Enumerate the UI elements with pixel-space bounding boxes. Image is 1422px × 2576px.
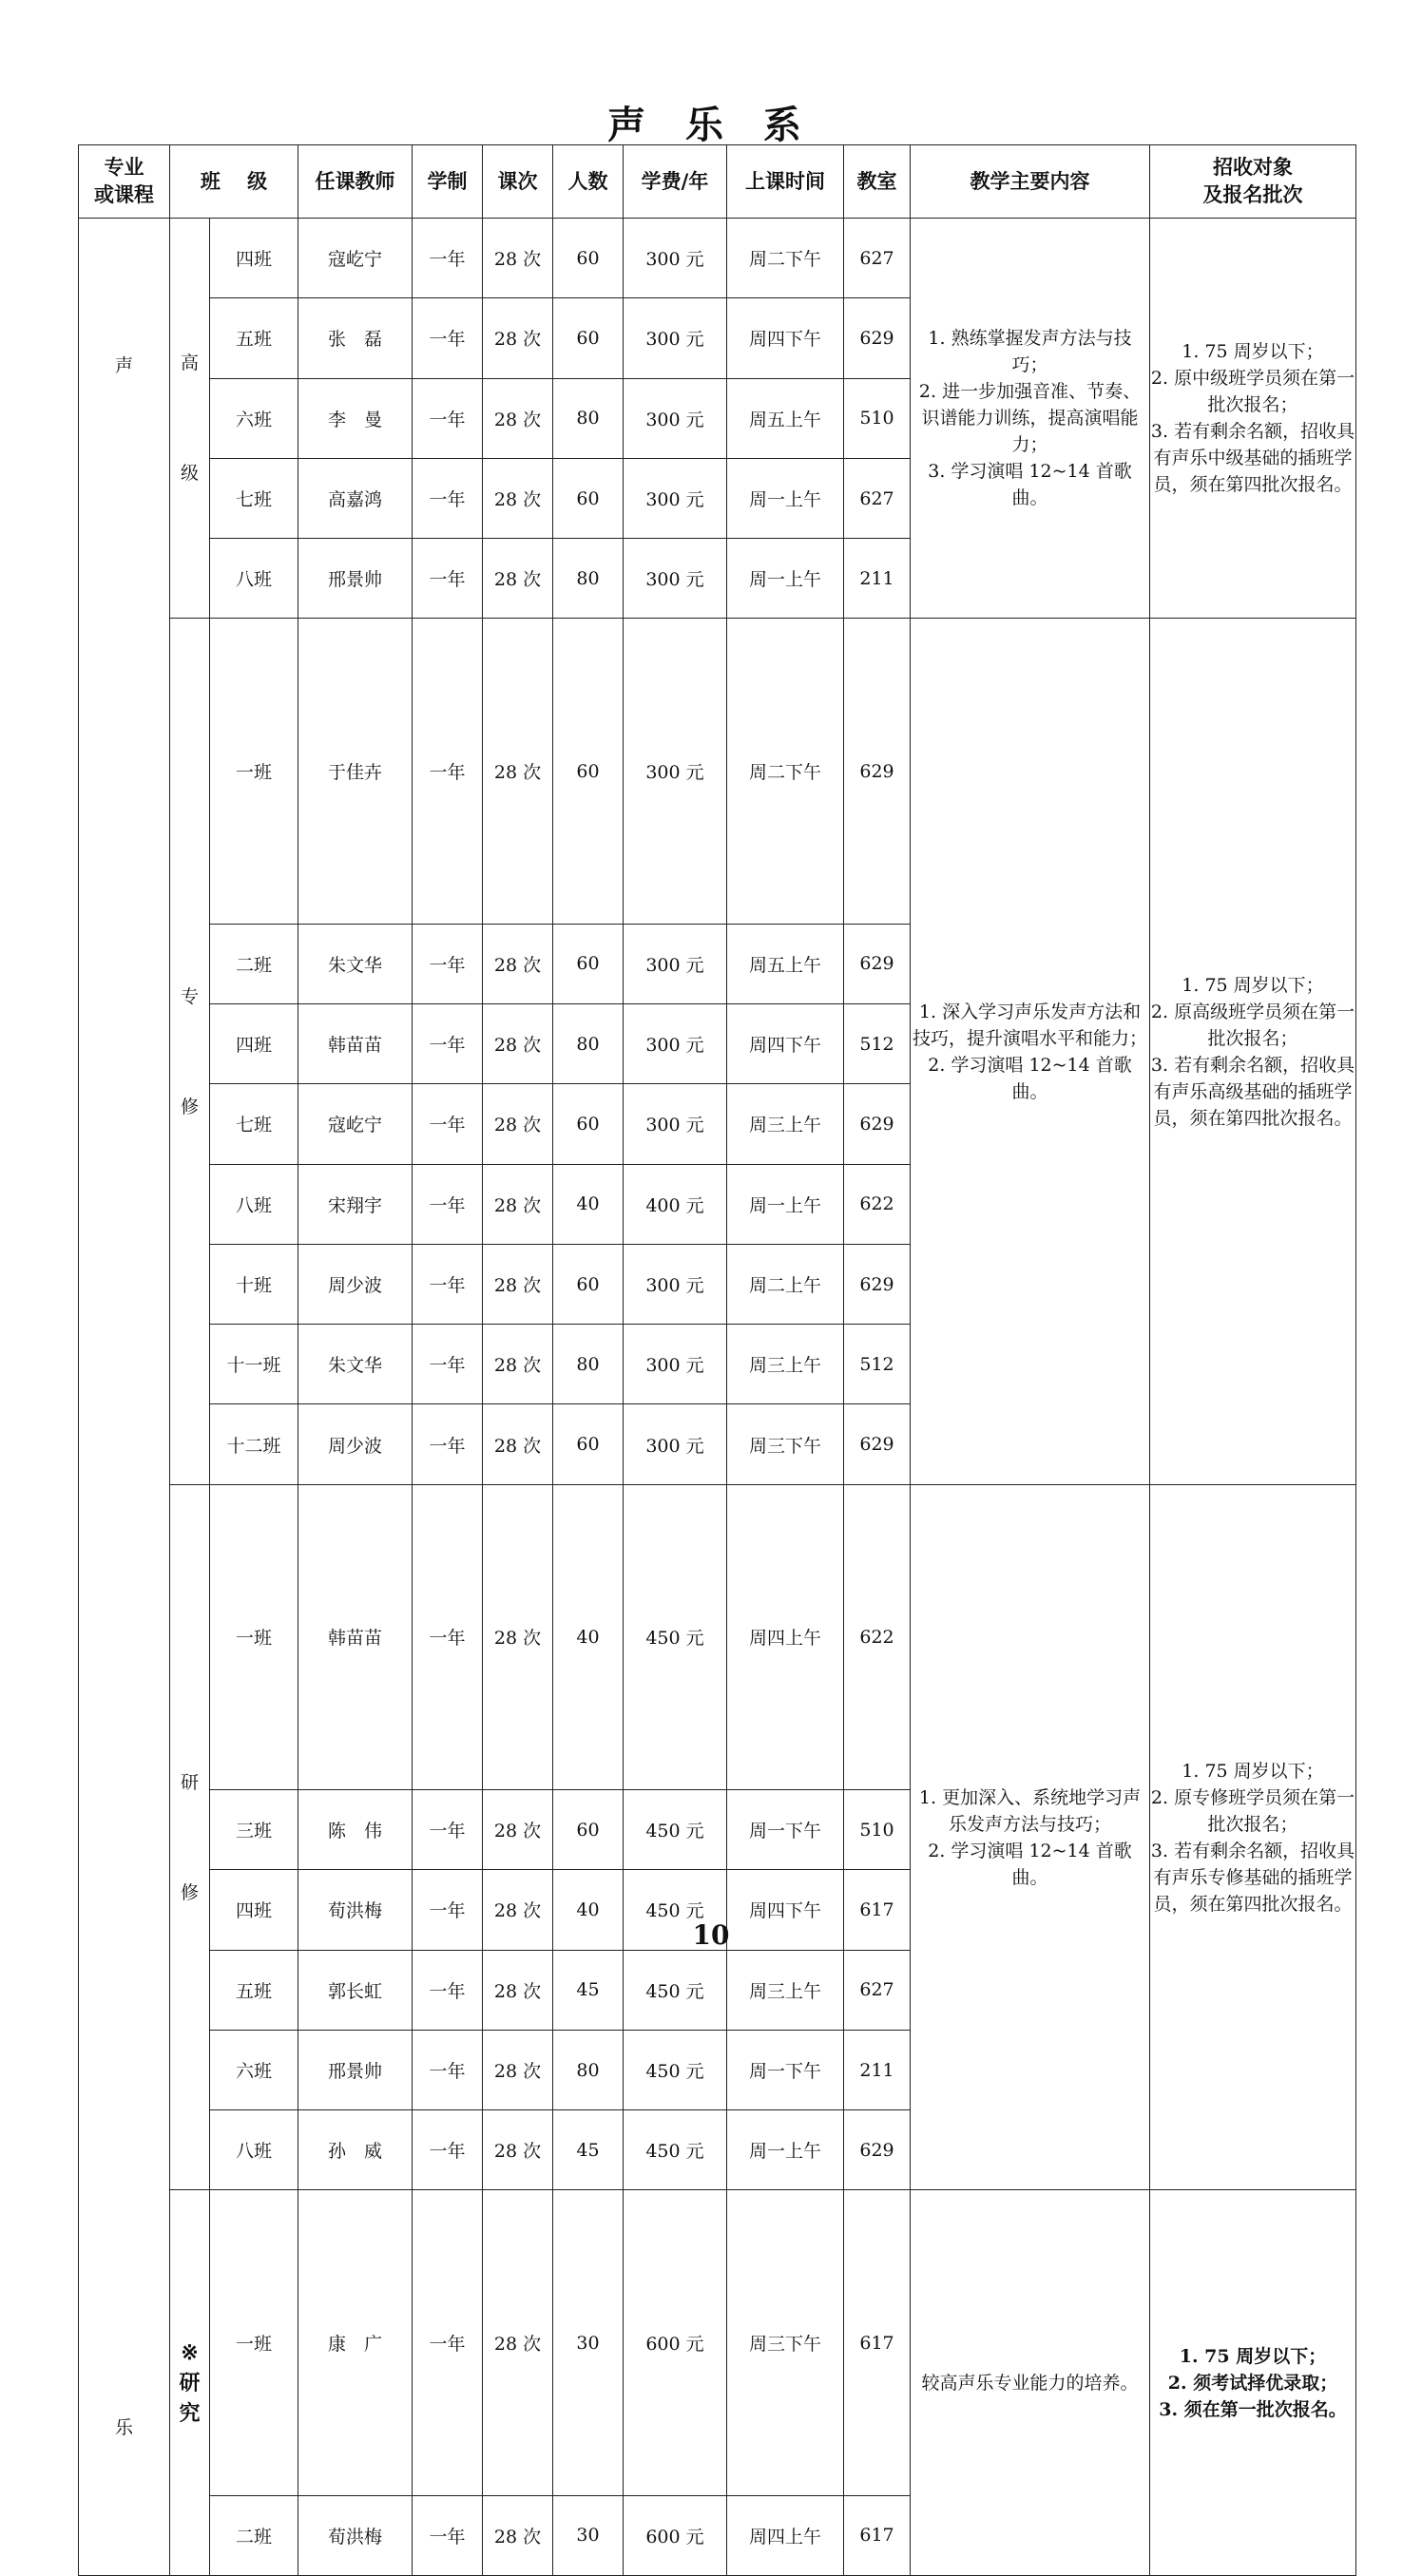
header-time: 上课时间 [727, 145, 844, 219]
room-cell: 211 [844, 539, 911, 619]
room-cell: 617 [844, 2495, 911, 2575]
sessions-cell: 28 次 [483, 1950, 553, 2030]
header-sessions: 课次 [483, 145, 553, 219]
major-cell: 声 乐 [79, 219, 170, 2576]
capacity-cell: 60 [553, 1790, 624, 1870]
capacity-cell: 60 [553, 619, 624, 924]
capacity-cell: 60 [553, 1084, 624, 1164]
time-cell: 周一上午 [727, 539, 844, 619]
time-cell: 周三上午 [727, 1325, 844, 1404]
teacher-cell: 寇屹宁 [298, 1084, 413, 1164]
target-line: 1. 75 周岁以下； [1182, 1760, 1324, 1782]
duration-cell: 一年 [413, 539, 483, 619]
fee-cell: 300 元 [624, 1244, 727, 1324]
class-cell: 十二班 [210, 1404, 298, 1484]
room-cell: 629 [844, 924, 911, 1003]
fee-cell: 450 元 [624, 2110, 727, 2190]
sessions-cell: 28 次 [483, 458, 553, 538]
table-body [79, 219, 1356, 2576]
target-line: 1. 75 周岁以下； [1182, 341, 1324, 363]
duration-cell: 一年 [413, 378, 483, 458]
room-cell: 512 [844, 1325, 911, 1404]
target-cell [1150, 219, 1356, 619]
fee-cell: 450 元 [624, 1484, 727, 1789]
capacity-cell: 45 [553, 2110, 624, 2190]
duration-cell: 一年 [413, 298, 483, 378]
header-fee: 学费/年 [624, 145, 727, 219]
duration-cell: 一年 [413, 1004, 483, 1084]
time-cell: 周三下午 [727, 1404, 844, 1484]
sessions-cell: 28 次 [483, 1084, 553, 1164]
target-line: 3. 若有剩余名额，招收具有声乐专修基础的插班学员，须在第四批次报名。 [1150, 1840, 1355, 1915]
teacher-cell: 陈 伟 [298, 1790, 413, 1870]
sessions-cell: 28 次 [483, 378, 553, 458]
class-cell: 四班 [210, 1870, 298, 1950]
header-duration: 学制 [413, 145, 483, 219]
teacher-cell: 于佳卉 [298, 619, 413, 924]
room-cell: 617 [844, 2190, 911, 2495]
room-cell: 622 [844, 1164, 911, 1244]
class-cell: 十一班 [210, 1325, 298, 1404]
duration-cell: 一年 [413, 1484, 483, 1789]
sessions-cell: 28 次 [483, 924, 553, 1003]
class-cell: 七班 [210, 1084, 298, 1164]
fee-cell: 450 元 [624, 1870, 727, 1950]
fee-cell: 400 元 [624, 1164, 727, 1244]
sessions-cell: 28 次 [483, 219, 553, 298]
capacity-cell: 60 [553, 458, 624, 538]
target-line: 3. 若有剩余名额，招收具有声乐中级基础的插班学员，须在第四批次报名。 [1150, 421, 1355, 496]
fee-cell: 600 元 [624, 2190, 727, 2495]
room-cell: 629 [844, 1244, 911, 1324]
fee-cell: 450 元 [624, 1790, 727, 1870]
header-target: 招收对象 及报名批次 [1150, 145, 1356, 219]
duration-cell: 一年 [413, 219, 483, 298]
duration-cell: 一年 [413, 458, 483, 538]
duration-cell: 一年 [413, 1404, 483, 1484]
content-cell: 1. 深入学习声乐发声方法和技巧，提升演唱水平和能力； 2. 学习演唱 12~14 首歌曲。 [911, 619, 1150, 1484]
class-cell: 八班 [210, 539, 298, 619]
teacher-cell: 邢景帅 [298, 2030, 413, 2109]
time-cell: 周四下午 [727, 1870, 844, 1950]
room-cell: 627 [844, 1950, 911, 2030]
class-cell: 一班 [210, 2190, 298, 2495]
class-cell: 四班 [210, 219, 298, 298]
time-cell: 周四上午 [727, 2495, 844, 2575]
teacher-cell: 周少波 [298, 1404, 413, 1484]
sessions-cell: 28 次 [483, 2495, 553, 2575]
time-cell: 周四上午 [727, 1484, 844, 1789]
duration-cell: 一年 [413, 2495, 483, 2575]
duration-cell: 一年 [413, 619, 483, 924]
capacity-cell: 80 [553, 539, 624, 619]
page-title: 声 乐 系 [607, 103, 815, 147]
class-cell: 五班 [210, 298, 298, 378]
sessions-cell: 28 次 [483, 1790, 553, 1870]
room-cell: 629 [844, 1404, 911, 1484]
fee-cell: 600 元 [624, 2495, 727, 2575]
teacher-cell: 邢景帅 [298, 539, 413, 619]
fee-cell: 300 元 [624, 219, 727, 298]
time-cell: 周一下午 [727, 2030, 844, 2109]
capacity-cell: 30 [553, 2495, 624, 2575]
class-cell: 八班 [210, 2110, 298, 2190]
sessions-cell: 28 次 [483, 1325, 553, 1404]
room-cell: 211 [844, 2030, 911, 2109]
class-cell: 五班 [210, 1950, 298, 2030]
duration-cell: 一年 [413, 1950, 483, 2030]
table-row [79, 2190, 1356, 2495]
fee-cell: 300 元 [624, 298, 727, 378]
room-cell: 629 [844, 298, 911, 378]
duration-cell: 一年 [413, 1084, 483, 1164]
header-class: 班 级 [170, 145, 298, 219]
target-line: 3. 若有剩余名额，招收具有声乐高级基础的插班学员，须在第四批次报名。 [1150, 1054, 1355, 1129]
room-cell: 617 [844, 1870, 911, 1950]
fee-cell: 300 元 [624, 458, 727, 538]
table-row [79, 619, 1356, 924]
sessions-cell: 28 次 [483, 1484, 553, 1789]
fee-cell: 300 元 [624, 619, 727, 924]
class-cell: 二班 [210, 924, 298, 1003]
table-header-row [79, 145, 1356, 219]
teacher-cell: 孙 威 [298, 2110, 413, 2190]
room-cell: 510 [844, 1790, 911, 1870]
teacher-cell: 荀洪梅 [298, 1870, 413, 1950]
room-cell: 627 [844, 219, 911, 298]
target-line: 3. 须在第一批次报名。 [1159, 2398, 1347, 2420]
fee-cell: 300 元 [624, 1004, 727, 1084]
target-cell [1150, 619, 1356, 1484]
sessions-cell: 28 次 [483, 619, 553, 924]
room-cell: 629 [844, 619, 911, 924]
time-cell: 周四下午 [727, 298, 844, 378]
class-cell: 一班 [210, 619, 298, 924]
duration-cell: 一年 [413, 1790, 483, 1870]
header-capacity: 人数 [553, 145, 624, 219]
sessions-cell: 28 次 [483, 2190, 553, 2495]
sessions-cell: 28 次 [483, 1164, 553, 1244]
class-cell: 八班 [210, 1164, 298, 1244]
content-cell: 1. 更加深入、系统地学习声乐发声方法与技巧； 2. 学习演唱 12~14 首歌曲。 [911, 1484, 1150, 2190]
header-teacher: 任课教师 [298, 145, 413, 219]
time-cell: 周四下午 [727, 1004, 844, 1084]
fee-cell: 300 元 [624, 1404, 727, 1484]
capacity-cell: 40 [553, 1870, 624, 1950]
sessions-cell: 28 次 [483, 1004, 553, 1084]
fee-cell: 300 元 [624, 539, 727, 619]
duration-cell: 一年 [413, 2190, 483, 2495]
content-cell: 较高声乐专业能力的培养。 [911, 2190, 1150, 2576]
fee-cell: 300 元 [624, 1084, 727, 1164]
time-cell: 周一下午 [727, 1790, 844, 1870]
sessions-cell: 28 次 [483, 1870, 553, 1950]
target-line: 2. 原中级班学员须在第一批次报名； [1150, 368, 1355, 416]
fee-cell: 450 元 [624, 2030, 727, 2109]
class-cell: 一班 [210, 1484, 298, 1789]
sessions-cell: 28 次 [483, 2110, 553, 2190]
target-line: 2. 原专修班学员须在第一批次报名； [1150, 1786, 1355, 1835]
time-cell: 周三上午 [727, 1084, 844, 1164]
room-cell: 627 [844, 458, 911, 538]
class-cell: 三班 [210, 1790, 298, 1870]
teacher-cell: 朱文华 [298, 924, 413, 1003]
capacity-cell: 60 [553, 1404, 624, 1484]
target-cell [1150, 2190, 1356, 2576]
target-line: 2. 须考试择优录取； [1167, 2372, 1338, 2394]
capacity-cell: 40 [553, 1484, 624, 1789]
duration-cell: 一年 [413, 1870, 483, 1950]
capacity-cell: 30 [553, 2190, 624, 2495]
sessions-cell: 28 次 [483, 1244, 553, 1324]
target-line: 2. 原高级班学员须在第一批次报名； [1150, 1001, 1355, 1049]
teacher-cell: 康 广 [298, 2190, 413, 2495]
teacher-cell: 宋翔宇 [298, 1164, 413, 1244]
duration-cell: 一年 [413, 2110, 483, 2190]
page-number: 10 [692, 1919, 730, 1951]
duration-cell: 一年 [413, 1325, 483, 1404]
capacity-cell: 40 [553, 1164, 624, 1244]
capacity-cell: 45 [553, 1950, 624, 2030]
class-cell: 六班 [210, 2030, 298, 2109]
time-cell: 周二下午 [727, 219, 844, 298]
class-cell: 四班 [210, 1004, 298, 1084]
time-cell: 周二下午 [727, 619, 844, 924]
teacher-cell: 周少波 [298, 1244, 413, 1324]
fee-cell: 300 元 [624, 924, 727, 1003]
header-major: 专业 或课程 [79, 145, 170, 219]
time-cell: 周一上午 [727, 2110, 844, 2190]
capacity-cell: 60 [553, 924, 624, 1003]
class-cell: 七班 [210, 458, 298, 538]
fee-cell: 450 元 [624, 1950, 727, 2030]
teacher-cell: 荀洪梅 [298, 2495, 413, 2575]
capacity-cell: 80 [553, 1004, 624, 1084]
level-cell: ※ 研 究 [170, 2190, 210, 2576]
time-cell: 周一上午 [727, 1164, 844, 1244]
teacher-cell: 韩苗苗 [298, 1484, 413, 1789]
duration-cell: 一年 [413, 924, 483, 1003]
level-cell: 专 修 [170, 619, 210, 1484]
capacity-cell: 80 [553, 2030, 624, 2109]
room-cell: 512 [844, 1004, 911, 1084]
duration-cell: 一年 [413, 2030, 483, 2109]
sessions-cell: 28 次 [483, 539, 553, 619]
capacity-cell: 60 [553, 219, 624, 298]
target-cell [1150, 1484, 1356, 2190]
content-cell: 1. 熟练掌握发声方法与技巧； 2. 进一步加强音准、节奏、识谱能力训练，提高演唱能力； 3. 学习演唱 12~14 首歌曲。 [911, 219, 1150, 619]
time-cell: 周三上午 [727, 1950, 844, 2030]
target-line: 1. 75 周岁以下； [1179, 2345, 1327, 2367]
sessions-cell: 28 次 [483, 298, 553, 378]
course-table [78, 144, 1356, 2576]
capacity-cell: 60 [553, 298, 624, 378]
teacher-cell: 郭长虹 [298, 1950, 413, 2030]
teacher-cell: 张 磊 [298, 298, 413, 378]
header-content: 教学主要内容 [911, 145, 1150, 219]
teacher-cell: 寇屹宁 [298, 219, 413, 298]
time-cell: 周三下午 [727, 2190, 844, 2495]
time-cell: 周一上午 [727, 458, 844, 538]
teacher-cell: 李 曼 [298, 378, 413, 458]
fee-cell: 300 元 [624, 1325, 727, 1404]
duration-cell: 一年 [413, 1244, 483, 1324]
sessions-cell: 28 次 [483, 1404, 553, 1484]
teacher-cell: 朱文华 [298, 1325, 413, 1404]
table-row [79, 1484, 1356, 1789]
time-cell: 周五上午 [727, 924, 844, 1003]
room-cell: 629 [844, 2110, 911, 2190]
fee-cell: 300 元 [624, 378, 727, 458]
table-row [79, 219, 1356, 298]
room-cell: 510 [844, 378, 911, 458]
sessions-cell: 28 次 [483, 2030, 553, 2109]
time-cell: 周五上午 [727, 378, 844, 458]
capacity-cell: 80 [553, 1325, 624, 1404]
room-cell: 629 [844, 1084, 911, 1164]
class-cell: 二班 [210, 2495, 298, 2575]
class-cell: 十班 [210, 1244, 298, 1324]
header-room: 教室 [844, 145, 911, 219]
teacher-cell: 高嘉鸿 [298, 458, 413, 538]
level-cell: 高 级 [170, 219, 210, 619]
time-cell: 周二上午 [727, 1244, 844, 1324]
level-cell: 研 修 [170, 1484, 210, 2190]
capacity-cell: 80 [553, 378, 624, 458]
target-line: 1. 75 周岁以下； [1182, 974, 1324, 996]
room-cell: 622 [844, 1484, 911, 1789]
class-cell: 六班 [210, 378, 298, 458]
duration-cell: 一年 [413, 1164, 483, 1244]
teacher-cell: 韩苗苗 [298, 1004, 413, 1084]
capacity-cell: 60 [553, 1244, 624, 1324]
